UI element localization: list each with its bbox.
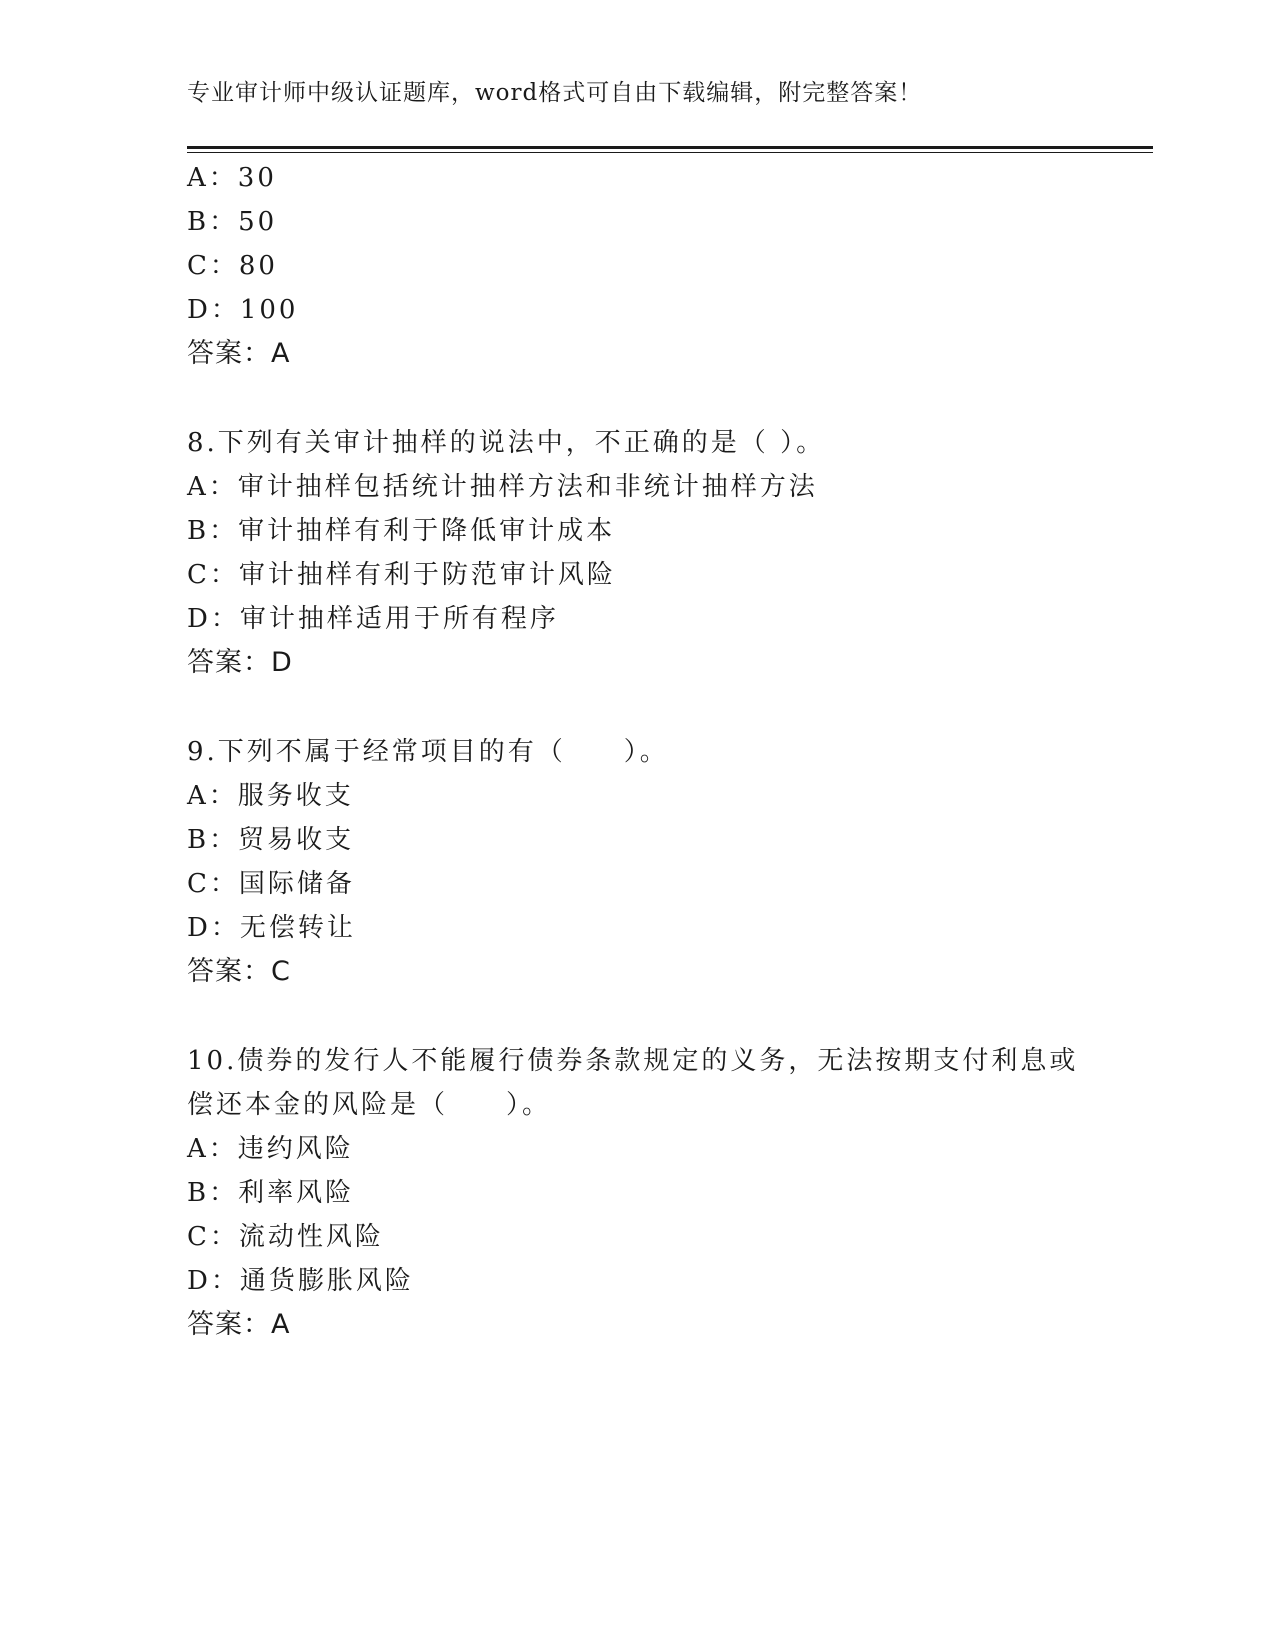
- question-9-stem: 9.下列不属于经常项目的有（ ）。: [187, 737, 669, 767]
- question-10-stem-line-1: 10.债券的发行人不能履行债券条款规定的义务，无法按期支付利息或: [187, 1046, 1079, 1076]
- question-8-answer: 答案：D: [187, 647, 293, 678]
- prev-option-b: B：50: [187, 207, 278, 237]
- question-8-option-a: A：审计抽样包括统计抽样方法和非统计抽样方法: [187, 472, 818, 502]
- prev-option-d: D：100: [187, 295, 299, 325]
- question-9-option-d: D：无偿转让: [187, 913, 356, 943]
- question-10-option-b: B：利率风险: [187, 1178, 355, 1208]
- question-8-option-c: C：审计抽样有利于防范审计风险: [187, 560, 616, 590]
- question-8-option-d: D：审计抽样适用于所有程序: [187, 604, 559, 634]
- prev-answer: 答案：A: [187, 338, 291, 369]
- question-10-option-c: C：流动性风险: [187, 1222, 384, 1252]
- header-divider-thin: [187, 152, 1153, 153]
- question-9-option-a: A：服务收支: [187, 781, 354, 811]
- question-8-stem: 8.下列有关审计抽样的说法中，不正确的是（ ）。: [187, 428, 826, 458]
- page-header: 专业审计师中级认证题库，word格式可自由下载编辑，附完整答案！: [187, 80, 923, 106]
- question-10-stem-line-2: 偿还本金的风险是（ ）。: [187, 1090, 552, 1120]
- question-9-option-b: B：贸易收支: [187, 825, 355, 855]
- prev-option-a: A：30: [187, 163, 277, 193]
- question-10-option-d: D：通货膨胀风险: [187, 1266, 414, 1296]
- question-10-answer: 答案：A: [187, 1309, 291, 1340]
- question-8-option-b: B：审计抽样有利于降低审计成本: [187, 516, 616, 546]
- prev-option-c: C：80: [187, 251, 278, 281]
- question-9-option-c: C：国际储备: [187, 869, 355, 899]
- header-divider-thick: [187, 146, 1153, 149]
- question-9-answer: 答案：C: [187, 956, 291, 987]
- question-10-option-a: A：违约风险: [187, 1134, 354, 1164]
